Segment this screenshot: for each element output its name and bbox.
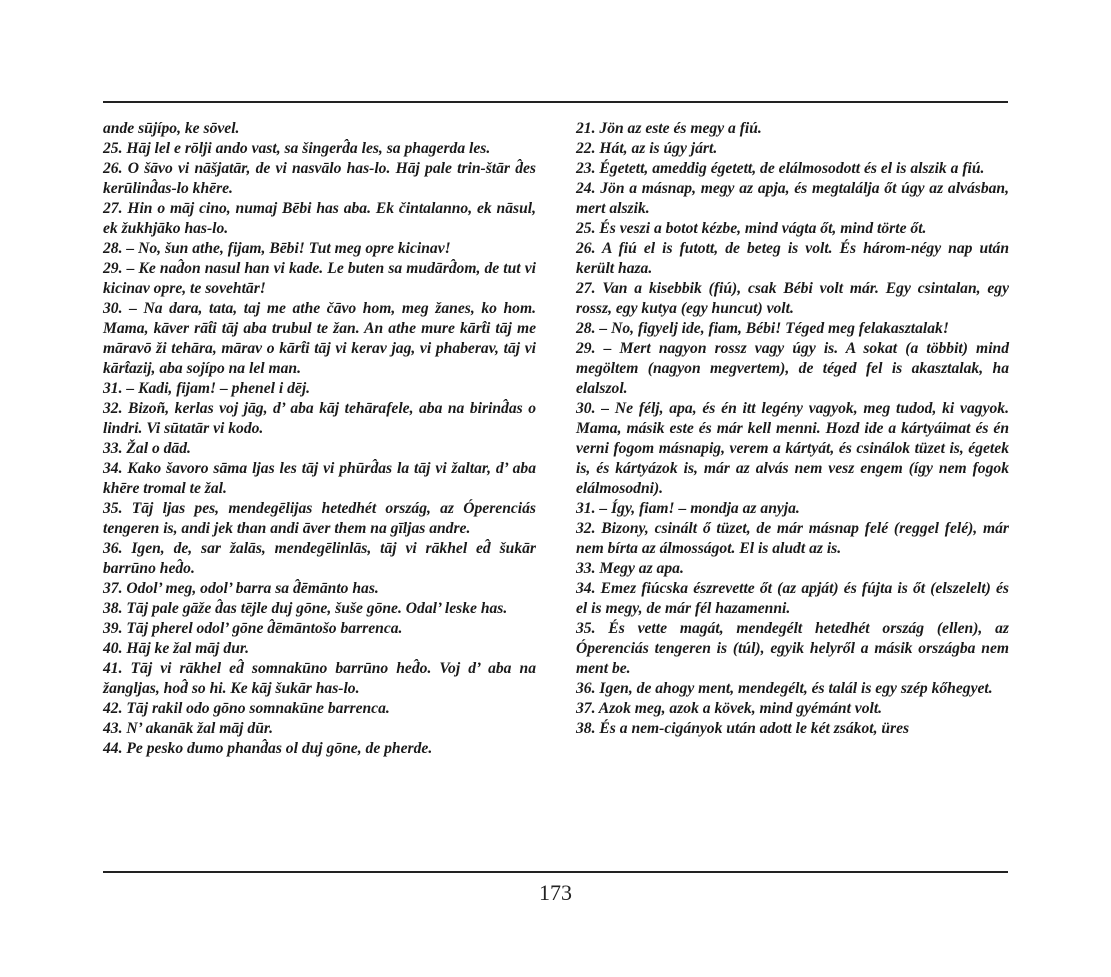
paragraph: 38. Tāj pale gāže d̂as tējle duj gōne, šuše gōne. Odal’ leske has. (103, 600, 508, 617)
paragraph: 31. – Kadi, fijam! – phenel i dēj. (103, 380, 311, 397)
paragraph: 35. Tāj ljas pes, mendegēlijas hetedhét ország, az Óperenciás tengeren is, andi jek than andi āver them na gīljas andre. (103, 500, 536, 537)
paragraph: ande sūjípo, ke sōvel. (103, 120, 240, 137)
paragraph: 31. – Így, fiam! – mondja az anyja. (576, 500, 800, 517)
paragraph: 30. – Na dara, tata, taj me athe čāvo hom, meg žanes, ko hom. Mama, kāver rāt̂i tāj aba trubul te žan. An athe mure kārt̂i tāj me māravō ži tehāra, mārav o kārt̂i tāj vi kerav jag, vi phaberav, tāj vi kārt̂azij, aba sojípo na lel man. (103, 300, 536, 377)
paragraph: 24. Jön a másnap, megy az apja, és megtalálja őt úgy az alvásban, mert alszik. (576, 180, 1009, 217)
page-number: 173 (539, 880, 572, 905)
paragraph: 32. Bizoñ, kerlas voj jāg, d’ aba kāj tehārafele, aba na birind̂as o lindri. Vi sūtatār vi kodo. (103, 400, 536, 437)
paragraph: 43. N’ akanāk žal māj dūr. (103, 720, 273, 737)
paragraph: 39. Tāj pherel odol’ gōne d̂ēmāntošo barrenca. (103, 620, 403, 637)
paragraph: 29. – Mert nagyon rossz vagy úgy is. A sokat (a többit) mind megöltem (nagyon megvertem), de téged fel is akasztalak, ha elalszol. (576, 340, 1009, 397)
top-rule (103, 101, 1008, 103)
paragraph: 26. O šāvo vi nāšjatār, de vi nasvālo has-lo. Hāj pale trin-štār d̂es kerūlind̂as-lo khēre. (103, 160, 536, 197)
paragraph: 38. És a nem-cigányok után adott le két zsákot, üres (576, 720, 910, 737)
paragraph: 44. Pe pesko dumo phand̂as ol duj gōne, de pherde. (103, 740, 433, 757)
paragraph: 22. Hát, az is úgy járt. (576, 140, 718, 157)
paragraph: 32. Bizony, csinált ő tüzet, de már másnap felé (reggel felé), már nem bírta az álmosságot. El is aludt az is. (576, 520, 1009, 557)
bottom-rule (103, 871, 1008, 873)
paragraph: 28. – No, figyelj ide, fiam, Bébi! Téged meg felakasztalak! (576, 320, 949, 337)
paragraph: 25. És veszi a botot kézbe, mind vágta őt, mind törte őt. (576, 220, 927, 237)
paragraph: 21. Jön az este és megy a fiú. (576, 120, 762, 137)
paragraph: 28. – No, šun athe, fijam, Bēbi! Tut meg opre kicinav! (103, 240, 451, 257)
paragraph: 33. Žal o dād. (103, 440, 191, 457)
romani-text-column (103, 119, 536, 759)
paragraph: 34. Kako šavoro sāma ljas les tāj vi phūrd̂as la tāj vi žaltar, d’ aba khēre tromal te žal. (103, 460, 536, 497)
paragraph: 37. Azok meg, azok a kövek, mind gyémánt volt. (576, 700, 883, 717)
paragraph: 34. Emez fiúcska észrevette őt (az apját) és fújta is őt (elszelelt) és el is megy, de már fél hazamenni. (576, 580, 1009, 617)
paragraph: 25. Hāj lel e rōlji ando vast, sa šingerd̂a les, sa phagerda les. (103, 140, 491, 157)
paragraph: 37. Odol’ meg, odol’ barra sa d̂ēmānto has. (103, 580, 379, 597)
paragraph: 41. Tāj vi rākhel ed̂ somnakūno barrūno hed̂o. Voj d’ aba na žangljas, hod̂ so hi. Ke kāj šukār has-lo. (103, 660, 536, 697)
paragraph: 27. Van a kisebbik (fiú), csak Bébi volt már. Egy csintalan, egy rossz, egy kutya (egy huncut) volt. (576, 280, 1009, 317)
paragraph: 36. Igen, de ahogy ment, mendegélt, és talál is egy szép kőhegyet. (576, 680, 993, 697)
paragraph: 42. Tāj rakil odo gōno somnakūne barrenca. (103, 700, 390, 717)
paragraph: 23. Égetett, ameddig égetett, de elálmosodott és el is alszik a fiú. (576, 160, 985, 177)
paragraph: 40. Hāj ke žal māj dur. (103, 640, 249, 657)
paragraph: 35. És vette magát, mendegélt hetedhét ország (ellen), az Óperenciás tengeren is (túl), egyik helyről a másik országba nem ment be. (576, 620, 1009, 677)
paragraph: 27. Hin o māj cino, numaj Bēbi has aba. Ek čintalanno, ek nāsul, ek žukhjāko has-lo. (103, 200, 536, 237)
paragraph: 33. Megy az apa. (576, 560, 684, 577)
paragraph: 36. Igen, de, sar žalās, mendegēlinlās, tāj vi rākhel ed̂ šukār barrūno hed̂o. (103, 540, 536, 577)
paragraph: 30. – Ne félj, apa, és én itt legény vagyok, meg tudod, ki vagyok. Mama, másik este és már kell menni. Hozd ide a kártyáimat és én verni fogom másnapig, verem a kártyát, és csinálok tüzet is, égetek is, és kártyázok is, már az alvás nem vesz engem (így nem fogok elálmosodni). (576, 400, 1009, 497)
paragraph: 29. – Ke nad̂on nasul han vi kade. Le buten sa mudārd̂om, de tut vi kicinav opre, te sovehtār! (103, 260, 536, 297)
paragraph: 26. A fiú el is futott, de beteg is volt. És három-négy nap után került haza. (576, 240, 1009, 277)
hungarian-text-column (576, 119, 1009, 739)
